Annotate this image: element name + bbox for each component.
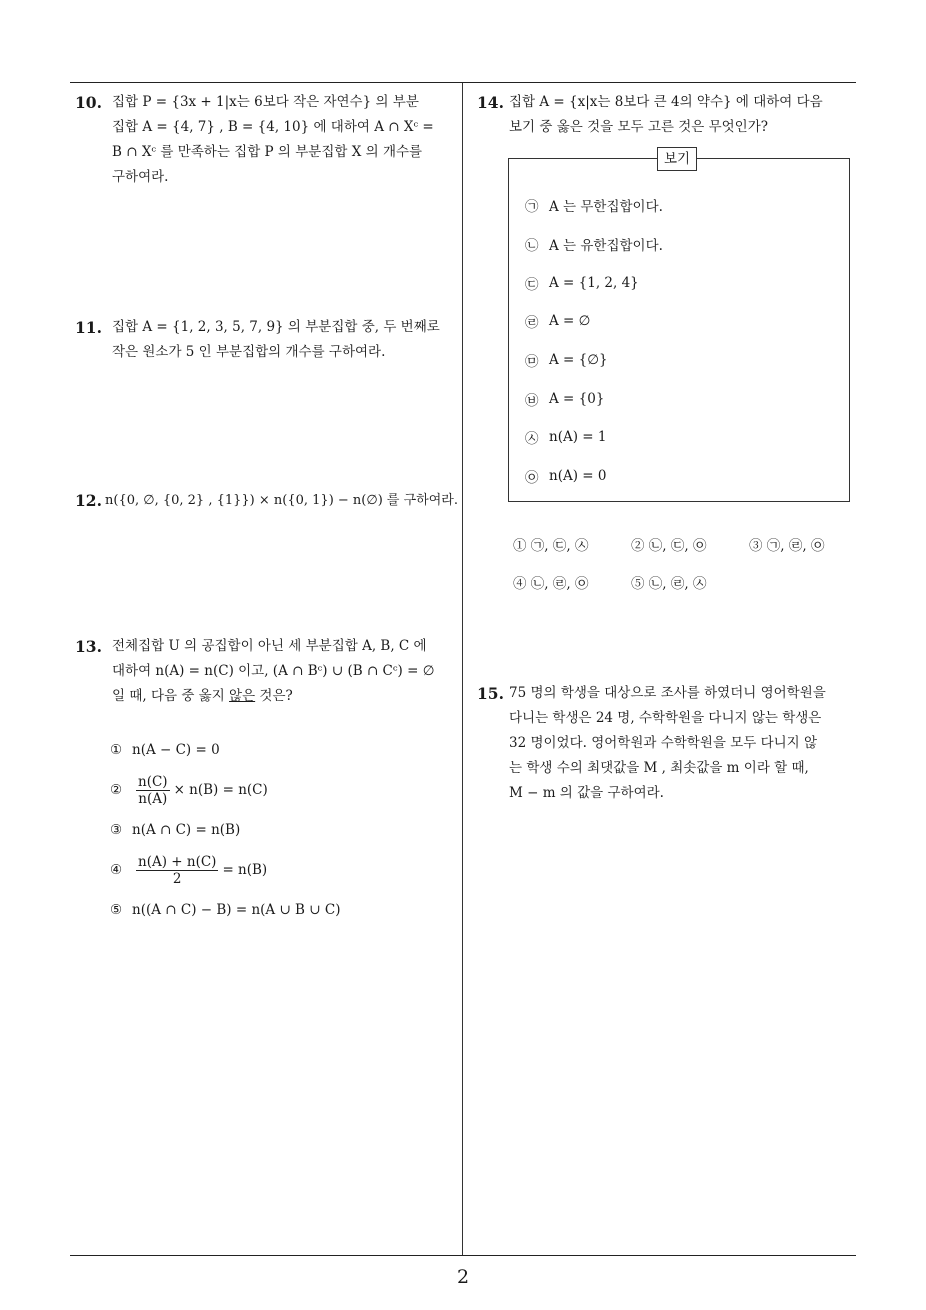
answer-option-2[interactable]: ② ㉡, ㉢, ㉧ <box>631 538 707 554</box>
bogi-mark: ㉢ <box>525 276 539 293</box>
fraction <box>136 854 218 887</box>
question-line: 집합 P = {3x + 1|x는 6보다 작은 자연수} 의 부분 <box>112 94 419 110</box>
question-line: 집합 A = {4, 7} , B = {4, 10} 에 대하여 A ∩ Xᶜ = <box>112 119 434 135</box>
answer-row-2 <box>513 572 749 592</box>
bogi-text: A 는 유한집합이다. <box>549 238 663 255</box>
question-line-prefix: 일 때, 다음 중 옳지 <box>112 688 230 704</box>
column-divider <box>462 83 463 1255</box>
question-line: 75 명의 학생을 대상으로 조사를 하였더니 영어학원을 <box>509 685 826 701</box>
answer-option-5[interactable]: ⑤ ㉡, ㉣, ㉦ <box>631 576 707 592</box>
question-line: M − m 의 값을 구하여라. <box>509 785 664 801</box>
question-line: 작은 원소가 5 인 부분집합의 개수를 구하여라. <box>112 344 386 360</box>
choice-5[interactable] <box>110 890 340 930</box>
bogi-item <box>525 341 663 380</box>
choice-mark: ⑤ <box>110 902 123 918</box>
choice-3[interactable] <box>110 810 340 850</box>
fraction-denominator: n(A) <box>138 790 168 807</box>
bogi-item <box>525 302 663 341</box>
fraction-numerator: n(C) <box>138 773 168 790</box>
question-line: 집합 A = {1, 2, 3, 5, 7, 9} 의 부분집합 중, 두 번째로 <box>112 319 440 335</box>
question-line: 보기 중 옳은 것을 모두 고른 것은 무엇인가? <box>509 119 768 135</box>
bogi-item <box>525 418 663 457</box>
question-text <box>112 315 455 365</box>
choice-text: n((A ∩ C) − B) = n(A ∪ B ∪ C) <box>132 902 341 918</box>
bogi-mark: ㉦ <box>525 431 539 448</box>
answer-row-1 <box>513 534 867 554</box>
choice-text: × n(B) = n(C) <box>173 782 268 798</box>
bogi-mark: ㉣ <box>525 315 539 332</box>
question-text <box>509 90 859 140</box>
bogi-text: A = {1, 2, 4} <box>549 274 639 291</box>
answer-option-4[interactable]: ④ ㉡, ㉣, ㉧ <box>513 576 589 592</box>
question-text <box>112 90 455 190</box>
bogi-item <box>525 457 663 496</box>
question-14 <box>477 90 859 140</box>
question-number: 11. <box>75 318 102 337</box>
bogi-mark: ㉡ <box>525 238 539 255</box>
choice-text: n(A ∩ C) = n(B) <box>132 822 241 838</box>
choice-text: = n(B) <box>222 862 268 878</box>
question-text <box>112 634 455 709</box>
bogi-title: 보기 <box>657 147 697 171</box>
question-number: 12. <box>75 491 102 510</box>
question-12 <box>75 488 460 513</box>
bogi-text: A 는 무한집합이다. <box>549 199 663 216</box>
question-line: B ∩ Xᶜ 를 만족하는 집합 P 의 부분집합 X 의 개수를 <box>112 144 423 160</box>
fraction-denominator: 2 <box>172 870 182 887</box>
choice-mark: ② <box>110 782 123 798</box>
question-number: 14. <box>477 93 504 112</box>
question-number: 15. <box>477 684 504 703</box>
question-15 <box>477 681 859 806</box>
bogi-item <box>525 263 663 302</box>
choice-text: n(A − C) = 0 <box>132 742 220 758</box>
choice-mark: ① <box>110 742 123 758</box>
question-line-suffix: 것은? <box>255 688 293 704</box>
answer-option-1[interactable]: ① ㉠, ㉢, ㉦ <box>513 538 589 554</box>
question-line: 집합 A = {x|x는 8보다 큰 4의 약수} 에 대하여 다음 <box>509 94 823 110</box>
bogi-mark: ㉥ <box>525 392 539 409</box>
question-10 <box>75 90 455 190</box>
bogi-items <box>525 186 663 496</box>
page-number: 2 <box>456 1266 470 1288</box>
question-line: 대하여 n(A) = n(C) 이고, (A ∩ Bᶜ) ∪ (B ∩ Cᶜ) = ∅ <box>112 663 435 679</box>
question-13-choices <box>110 730 340 930</box>
question-11 <box>75 315 455 365</box>
bottom-rule <box>70 1255 856 1256</box>
bogi-item <box>525 225 663 264</box>
bogi-text: n(A) = 0 <box>549 468 607 485</box>
choice-4[interactable] <box>110 850 340 890</box>
answer-option-3[interactable]: ③ ㉠, ㉣, ㉧ <box>749 538 825 554</box>
question-line: 는 학생 수의 최댓값을 M , 최솟값을 m 이라 할 때, <box>509 760 809 776</box>
question-number: 10. <box>75 93 102 112</box>
bogi-item <box>525 186 663 225</box>
bogi-mark: ㉠ <box>525 199 539 216</box>
question-line: 다니는 학생은 24 명, 수학학원을 다니지 않는 학생은 <box>509 710 822 726</box>
bogi-text: A = ∅ <box>549 313 591 330</box>
question-line: 구하여라. <box>112 169 169 185</box>
question-line: n({0, ∅, {0, 2} , {1}}) × n({0, 1}) − n(∅) 를 구하여라. <box>105 493 458 508</box>
bogi-item <box>525 379 663 418</box>
question-line: 32 명이었다. 영어학원과 수학학원을 모두 다니지 않 <box>509 735 818 751</box>
bogi-mark: ㉤ <box>525 354 539 371</box>
question-13 <box>75 634 455 709</box>
question-text <box>509 681 859 806</box>
question-text <box>105 488 460 513</box>
choice-mark: ③ <box>110 822 123 838</box>
bogi-mark: ㉧ <box>525 470 539 487</box>
top-rule <box>70 82 856 83</box>
question-line: 전체집합 U 의 공집합이 아닌 세 부분집합 A, B, C 에 <box>112 638 427 654</box>
fraction-numerator: n(A) + n(C) <box>138 853 217 870</box>
question-number: 13. <box>75 637 102 656</box>
question-line <box>112 684 455 709</box>
underlined-word: 않은 <box>229 688 256 704</box>
choice-1[interactable] <box>110 730 340 770</box>
fraction <box>136 774 170 807</box>
choice-mark: ④ <box>110 862 123 878</box>
bogi-text: n(A) = 1 <box>549 429 607 446</box>
choice-2[interactable] <box>110 770 340 810</box>
bogi-text: A = {∅} <box>549 352 608 369</box>
bogi-text: A = {0} <box>549 390 605 407</box>
